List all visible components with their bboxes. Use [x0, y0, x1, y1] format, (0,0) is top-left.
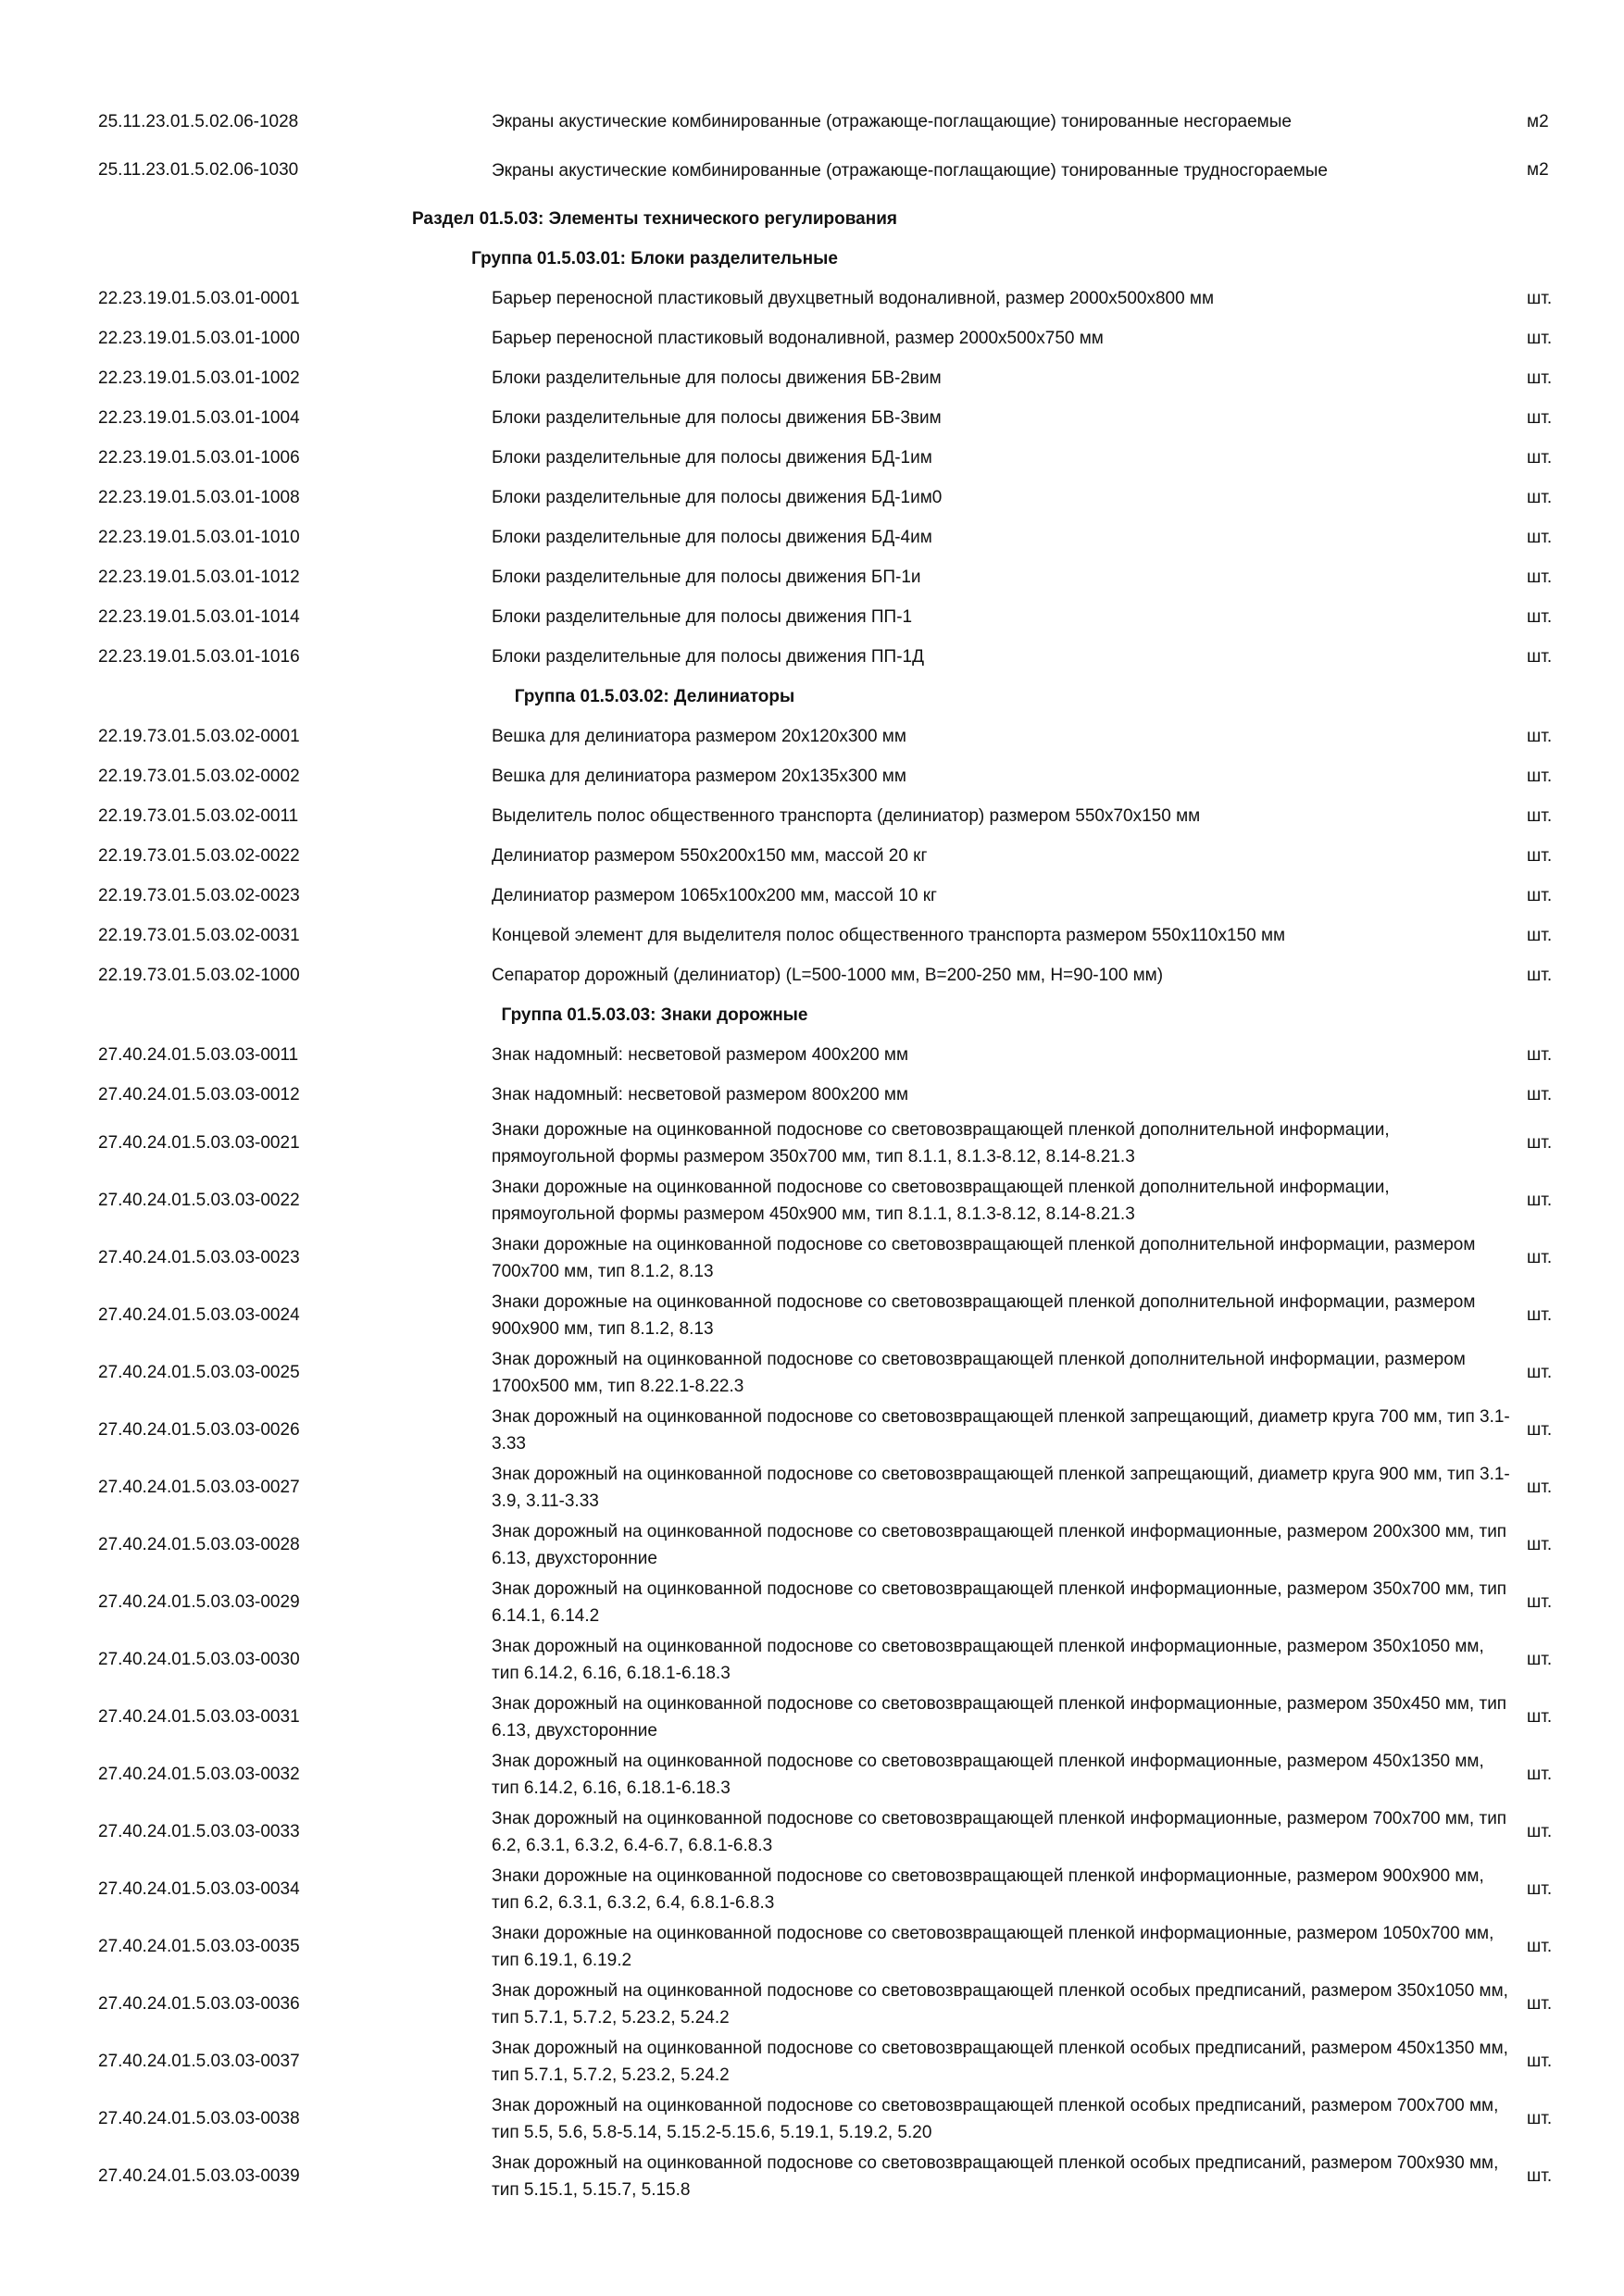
unit-of-measure: шт.: [1527, 1363, 1553, 1382]
resource-name: Знак дорожный на оцинкованной подоснове со световозвращающей пленкой особых предписаний, размером 700х700 мм, тип 5.5, 5.6, 5.8-5.14, 5.15.2-5.15.6, 5.19.1, 5.19.2, 5.20: [492, 2096, 1499, 2142]
unit-of-measure: шт.: [1527, 1084, 1553, 1104]
unit-of-measure: шт.: [1527, 845, 1553, 866]
resource-name: Экраны акустические комбинированные (отражающе-поглащающие) тонированные несгораемые: [492, 112, 1292, 131]
unit-of-measure: шт.: [1527, 885, 1553, 905]
unit-of-measure: шт.: [1527, 1478, 1553, 1497]
unit-of-measure: шт.: [1527, 328, 1553, 348]
resource-code: 22.19.73.01.5.03.02-0001: [98, 726, 300, 746]
resource-code: 22.23.19.01.5.03.01-1014: [98, 606, 300, 627]
unit-of-measure: шт.: [1527, 766, 1553, 786]
unit-of-measure: шт.: [1527, 726, 1553, 746]
resource-name: Знак дорожный на оцинкованной подоснове со световозвращающей пленкой запрещающий, диаметр круга 900 мм, тип 3.1-3.9, 3.11-3.33: [492, 1465, 1510, 1511]
table-row: [0, 1115, 1624, 1172]
resource-code: 22.23.19.01.5.03.01-1016: [98, 646, 300, 667]
resource-name: Блоки разделительные для полосы движения БД-1им0: [492, 488, 943, 507]
unit-of-measure: шт.: [1527, 2109, 1553, 2128]
resource-code: 22.23.19.01.5.03.01-1006: [98, 447, 300, 468]
table-row: [0, 717, 1624, 756]
table-row: [0, 318, 1624, 358]
resource-code: 27.40.24.01.5.03.03-0034: [98, 1879, 300, 1899]
table-row: [0, 796, 1624, 836]
unit-of-measure: шт.: [1527, 2166, 1553, 2186]
resource-code: 25.11.23.01.5.02.06-1028: [98, 111, 299, 131]
resource-code: 27.40.24.01.5.03.03-0023: [98, 1248, 300, 1267]
table-row: [0, 1516, 1624, 1574]
table-row: [0, 102, 1624, 142]
table-row: [0, 756, 1624, 796]
section-heading: [0, 199, 1624, 239]
resource-name: Знаки дорожные на оцинкованной подоснове со световозвращающей пленкой информационные, размером 1050х700 мм, тип 6.19.1, 6.19.2: [492, 1924, 1494, 1970]
unit-of-measure: шт.: [1527, 567, 1553, 587]
table-row: [0, 1459, 1624, 1516]
table-row: [0, 955, 1624, 995]
resource-name: Делиниатор размером 1065х100х200 мм, массой 10 кг: [492, 886, 937, 905]
resource-code: 22.23.19.01.5.03.01-1008: [98, 487, 300, 507]
table-row: [0, 279, 1624, 318]
unit-of-measure: шт.: [1527, 1937, 1553, 1956]
table-row: [0, 836, 1624, 876]
resource-name: Блоки разделительные для полосы движения БВ-3вим: [492, 408, 942, 428]
resource-code: 22.19.73.01.5.03.02-0031: [98, 925, 300, 945]
resource-code: 22.23.19.01.5.03.01-1000: [98, 328, 300, 348]
resource-name: Знак дорожный на оцинкованной подоснове со световозвращающей пленкой дополнительной информации, размером 1700х500 мм, тип 8.22.1-8.22.3: [492, 1350, 1466, 1396]
resource-name: Экраны акустические комбинированные (отражающе-поглащающие) тонированные трудносгораемые: [492, 160, 1328, 181]
resource-code: 27.40.24.01.5.03.03-0028: [98, 1535, 300, 1554]
table-row: [0, 478, 1624, 518]
resource-code: 25.11.23.01.5.02.06-1030: [98, 160, 299, 180]
unit-of-measure: шт.: [1527, 1592, 1553, 1612]
unit-of-measure: шт.: [1527, 1822, 1553, 1841]
unit-of-measure: шт.: [1527, 1707, 1553, 1727]
unit-of-measure: шт.: [1527, 1248, 1553, 1267]
resource-name: Вешка для делиниатора размером 20х120х300 мм: [492, 727, 906, 746]
table-row: [0, 1861, 1624, 1918]
unit-of-measure: шт.: [1527, 1535, 1553, 1554]
resource-code: 22.19.73.01.5.03.02-0002: [98, 766, 300, 786]
resource-name: Барьер переносной пластиковый водоналивной, размер 2000х500х750 мм: [492, 329, 1104, 348]
table-row: [0, 438, 1624, 478]
unit-of-measure: шт.: [1527, 1191, 1553, 1210]
resource-code: 27.40.24.01.5.03.03-0029: [98, 1592, 300, 1612]
unit-of-measure: шт.: [1527, 1044, 1553, 1065]
resource-name: Знак надомный: несветовой размером 400х200 мм: [492, 1045, 909, 1065]
resource-name: Знак дорожный на оцинкованной подоснове со световозвращающей пленкой особых предписаний, размером 700х930 мм, тип 5.15.1, 5.15.7, 5.15.8: [492, 2153, 1499, 2200]
table-row: [0, 876, 1624, 916]
unit-of-measure: шт.: [1527, 1133, 1553, 1153]
table-row: [0, 1075, 1624, 1115]
resource-code: 27.40.24.01.5.03.03-0038: [98, 2109, 300, 2128]
resource-code: 27.40.24.01.5.03.03-0012: [98, 1084, 300, 1104]
resource-name: Блоки разделительные для полосы движения БД-4им: [492, 528, 932, 547]
resource-code: 27.40.24.01.5.03.03-0025: [98, 1363, 300, 1382]
table-row: [0, 1035, 1624, 1075]
resource-name: Знак дорожный на оцинкованной подоснове со световозвращающей пленкой информационные, размером 350х1050 мм, тип 6.14.2, 6.16, 6.18.1-6.18.3: [492, 1637, 1484, 1683]
resource-code: 27.40.24.01.5.03.03-0011: [98, 1044, 299, 1065]
section-heading: [0, 239, 1624, 279]
table-row: [0, 1976, 1624, 2033]
unit-of-measure: шт.: [1527, 1305, 1553, 1325]
table-row: [0, 637, 1624, 677]
resource-code: 22.19.73.01.5.03.02-1000: [98, 965, 300, 985]
resource-name: Знаки дорожные на оцинкованной подоснове со световозвращающей пленкой дополнительной информации, размером 900х900 мм, тип 8.1.2, 8.13: [492, 1292, 1476, 1339]
resource-code: 22.23.19.01.5.03.01-1010: [98, 527, 300, 547]
resource-name: Знаки дорожные на оцинкованной подоснове со световозвращающей пленкой дополнительной информации, прямоугольной формы размером 350х700 мм, тип 8.1.1, 8.1.3-8.12, 8.14-8.21.3: [492, 1120, 1390, 1167]
unit-of-measure: шт.: [1527, 925, 1553, 945]
section-heading-text: Раздел 01.5.03: Элементы технического регулирования: [411, 208, 897, 229]
table-row: [0, 1229, 1624, 1287]
unit-of-measure: м2: [1527, 160, 1549, 180]
resource-code: 22.23.19.01.5.03.01-1004: [98, 407, 300, 428]
table-row: [0, 518, 1624, 557]
unit-of-measure: шт.: [1527, 1879, 1553, 1899]
resource-code: 22.19.73.01.5.03.02-0023: [98, 885, 300, 905]
table-row: [0, 358, 1624, 398]
table-row: [0, 1689, 1624, 1746]
table-row: [0, 1574, 1624, 1631]
resource-name: Блоки разделительные для полосы движения ПП-1Д: [492, 647, 924, 667]
table-row: [0, 142, 1624, 199]
table-row: [0, 1803, 1624, 1861]
resource-name: Выделитель полос общественного транспорта (делиниатор) размером 550х70х150 мм: [492, 806, 1201, 826]
unit-of-measure: шт.: [1527, 447, 1553, 468]
resource-name: Барьер переносной пластиковый двухцветный водоналивной, размер 2000х500х800 мм: [492, 289, 1215, 308]
resource-name: Делиниатор размером 550х200х150 мм, массой 20 кг: [492, 846, 928, 866]
table-row: [0, 1287, 1624, 1344]
resource-name: Концевой элемент для выделителя полос общественного транспорта размером 550х110х150 мм: [492, 926, 1286, 945]
table-row: [0, 2033, 1624, 2090]
unit-of-measure: шт.: [1527, 965, 1553, 985]
unit-of-measure: шт.: [1527, 288, 1553, 308]
section-heading-text: Группа 01.5.03.02: Делиниаторы: [514, 686, 795, 706]
resource-name: Блоки разделительные для полосы движения БВ-2вим: [492, 368, 942, 388]
unit-of-measure: шт.: [1527, 1994, 1553, 2014]
unit-of-measure: шт.: [1527, 646, 1553, 667]
resource-name: Вешка для делиниатора размером 20х135х300 мм: [492, 767, 906, 786]
table-row: [0, 916, 1624, 955]
resource-code: 27.40.24.01.5.03.03-0032: [98, 1765, 300, 1784]
resource-name: Знак надомный: несветовой размером 800х200 мм: [492, 1085, 909, 1104]
table-row: [0, 557, 1624, 597]
table-row: [0, 1172, 1624, 1229]
table-row: [0, 1402, 1624, 1459]
resource-name: Сепаратор дорожный (делиниатор) (L=500-1000 мм, B=200-250 мм, H=90-100 мм): [492, 966, 1164, 985]
section-heading-text: Группа 01.5.03.03: Знаки дорожные: [501, 1004, 808, 1025]
unit-of-measure: шт.: [1527, 527, 1553, 547]
unit-of-measure: шт.: [1527, 368, 1553, 388]
unit-of-measure: шт.: [1527, 1650, 1553, 1669]
unit-of-measure: шт.: [1527, 606, 1553, 627]
resource-code: 27.40.24.01.5.03.03-0024: [98, 1305, 300, 1325]
resource-name: Знак дорожный на оцинкованной подоснове со световозвращающей пленкой информационные, размером 200х300 мм, тип 6.13, двухсторонние: [492, 1522, 1507, 1568]
unit-of-measure: шт.: [1527, 2052, 1553, 2071]
resource-name: Знак дорожный на оцинкованной подоснове со световозвращающей пленкой запрещающий, диаметр круга 700 мм, тип 3.1-3.33: [492, 1407, 1510, 1454]
table-row: [0, 398, 1624, 438]
table-row: [0, 2148, 1624, 2205]
table-row: [0, 1344, 1624, 1402]
resource-code: 22.23.19.01.5.03.01-1012: [98, 567, 300, 587]
resource-name: Знак дорожный на оцинкованной подоснове со световозвращающей пленкой информационные, размером 450х1350 мм, тип 6.14.2, 6.16, 6.18.1-6.18.3: [492, 1752, 1484, 1798]
resource-code: 27.40.24.01.5.03.03-0036: [98, 1994, 300, 2014]
table-row: [0, 1918, 1624, 1976]
resource-code: 27.40.24.01.5.03.03-0039: [98, 2166, 300, 2186]
resource-code: 22.23.19.01.5.03.01-0001: [98, 288, 300, 308]
resource-code: 27.40.24.01.5.03.03-0035: [98, 1937, 300, 1956]
resource-code: 22.19.73.01.5.03.02-0022: [98, 845, 300, 866]
unit-of-measure: шт.: [1527, 1765, 1553, 1784]
resource-code: 27.40.24.01.5.03.03-0030: [98, 1650, 300, 1669]
resource-code: 27.40.24.01.5.03.03-0027: [98, 1478, 300, 1497]
table-row: [0, 1746, 1624, 1803]
resource-name: Знаки дорожные на оцинкованной подоснове со световозвращающей пленкой дополнительной информации, прямоугольной формы размером 450х900 мм, тип 8.1.1, 8.1.3-8.12, 8.14-8.21.3: [492, 1178, 1390, 1224]
resource-name: Знак дорожный на оцинкованной подоснове со световозвращающей пленкой информационные, размером 350х450 мм, тип 6.13, двухсторонние: [492, 1694, 1507, 1741]
resource-name: Блоки разделительные для полосы движения БД-1им: [492, 448, 932, 468]
unit-of-measure: м2: [1527, 111, 1549, 131]
resource-name: Знаки дорожные на оцинкованной подоснове со световозвращающей пленкой информационные, размером 900х900 мм, тип 6.2, 6.3.1, 6.3.2, 6.4, 6.8.1-6.8.3: [492, 1866, 1484, 1913]
unit-of-measure: шт.: [1527, 487, 1553, 507]
table-row: [0, 2090, 1624, 2148]
section-heading-text: Группа 01.5.03.01: Блоки разделительные: [471, 248, 838, 268]
unit-of-measure: шт.: [1527, 407, 1553, 428]
resource-code: 27.40.24.01.5.03.03-0037: [98, 2052, 300, 2071]
section-heading: [0, 995, 1624, 1035]
resource-code: 27.40.24.01.5.03.03-0021: [98, 1133, 300, 1153]
unit-of-measure: шт.: [1527, 1420, 1553, 1440]
resource-name: Знак дорожный на оцинкованной подоснове со световозвращающей пленкой информационные, размером 350х700 мм, тип 6.14.1, 6.14.2: [492, 1579, 1507, 1626]
table-row: [0, 1631, 1624, 1689]
resource-name: Блоки разделительные для полосы движения БП-1и: [492, 568, 921, 587]
resource-name: Блоки разделительные для полосы движения ПП-1: [492, 607, 913, 627]
resource-code: 27.40.24.01.5.03.03-0022: [98, 1191, 300, 1210]
resource-name: Знаки дорожные на оцинкованной подоснове со световозвращающей пленкой дополнительной информации, размером 700х700 мм, тип 8.1.2, 8.13: [492, 1235, 1476, 1281]
document-table: [0, 102, 1624, 2205]
table-row: [0, 597, 1624, 637]
resource-code: 27.40.24.01.5.03.03-0026: [98, 1420, 300, 1440]
resource-name: Знак дорожный на оцинкованной подоснове со световозвращающей пленкой особых предписаний, размером 350х1050 мм, тип 5.7.1, 5.7.2, 5.23.2, 5.24.2: [492, 1981, 1508, 2028]
resource-code: 27.40.24.01.5.03.03-0033: [98, 1822, 300, 1841]
unit-of-measure: шт.: [1527, 805, 1553, 826]
resource-name: Знак дорожный на оцинкованной подоснове со световозвращающей пленкой особых предписаний, размером 450х1350 мм, тип 5.7.1, 5.7.2, 5.23.2, 5.24.2: [492, 2039, 1508, 2085]
resource-code: 22.19.73.01.5.03.02-0011: [98, 805, 299, 826]
section-heading: [0, 677, 1624, 717]
resource-code: 22.23.19.01.5.03.01-1002: [98, 368, 300, 388]
resource-code: 27.40.24.01.5.03.03-0031: [98, 1707, 300, 1727]
resource-name: Знак дорожный на оцинкованной подоснове со световозвращающей пленкой информационные, размером 700х700 мм, тип 6.2, 6.3.1, 6.3.2, 6.4-6.7, 6.8.1-6.8.3: [492, 1809, 1507, 1855]
